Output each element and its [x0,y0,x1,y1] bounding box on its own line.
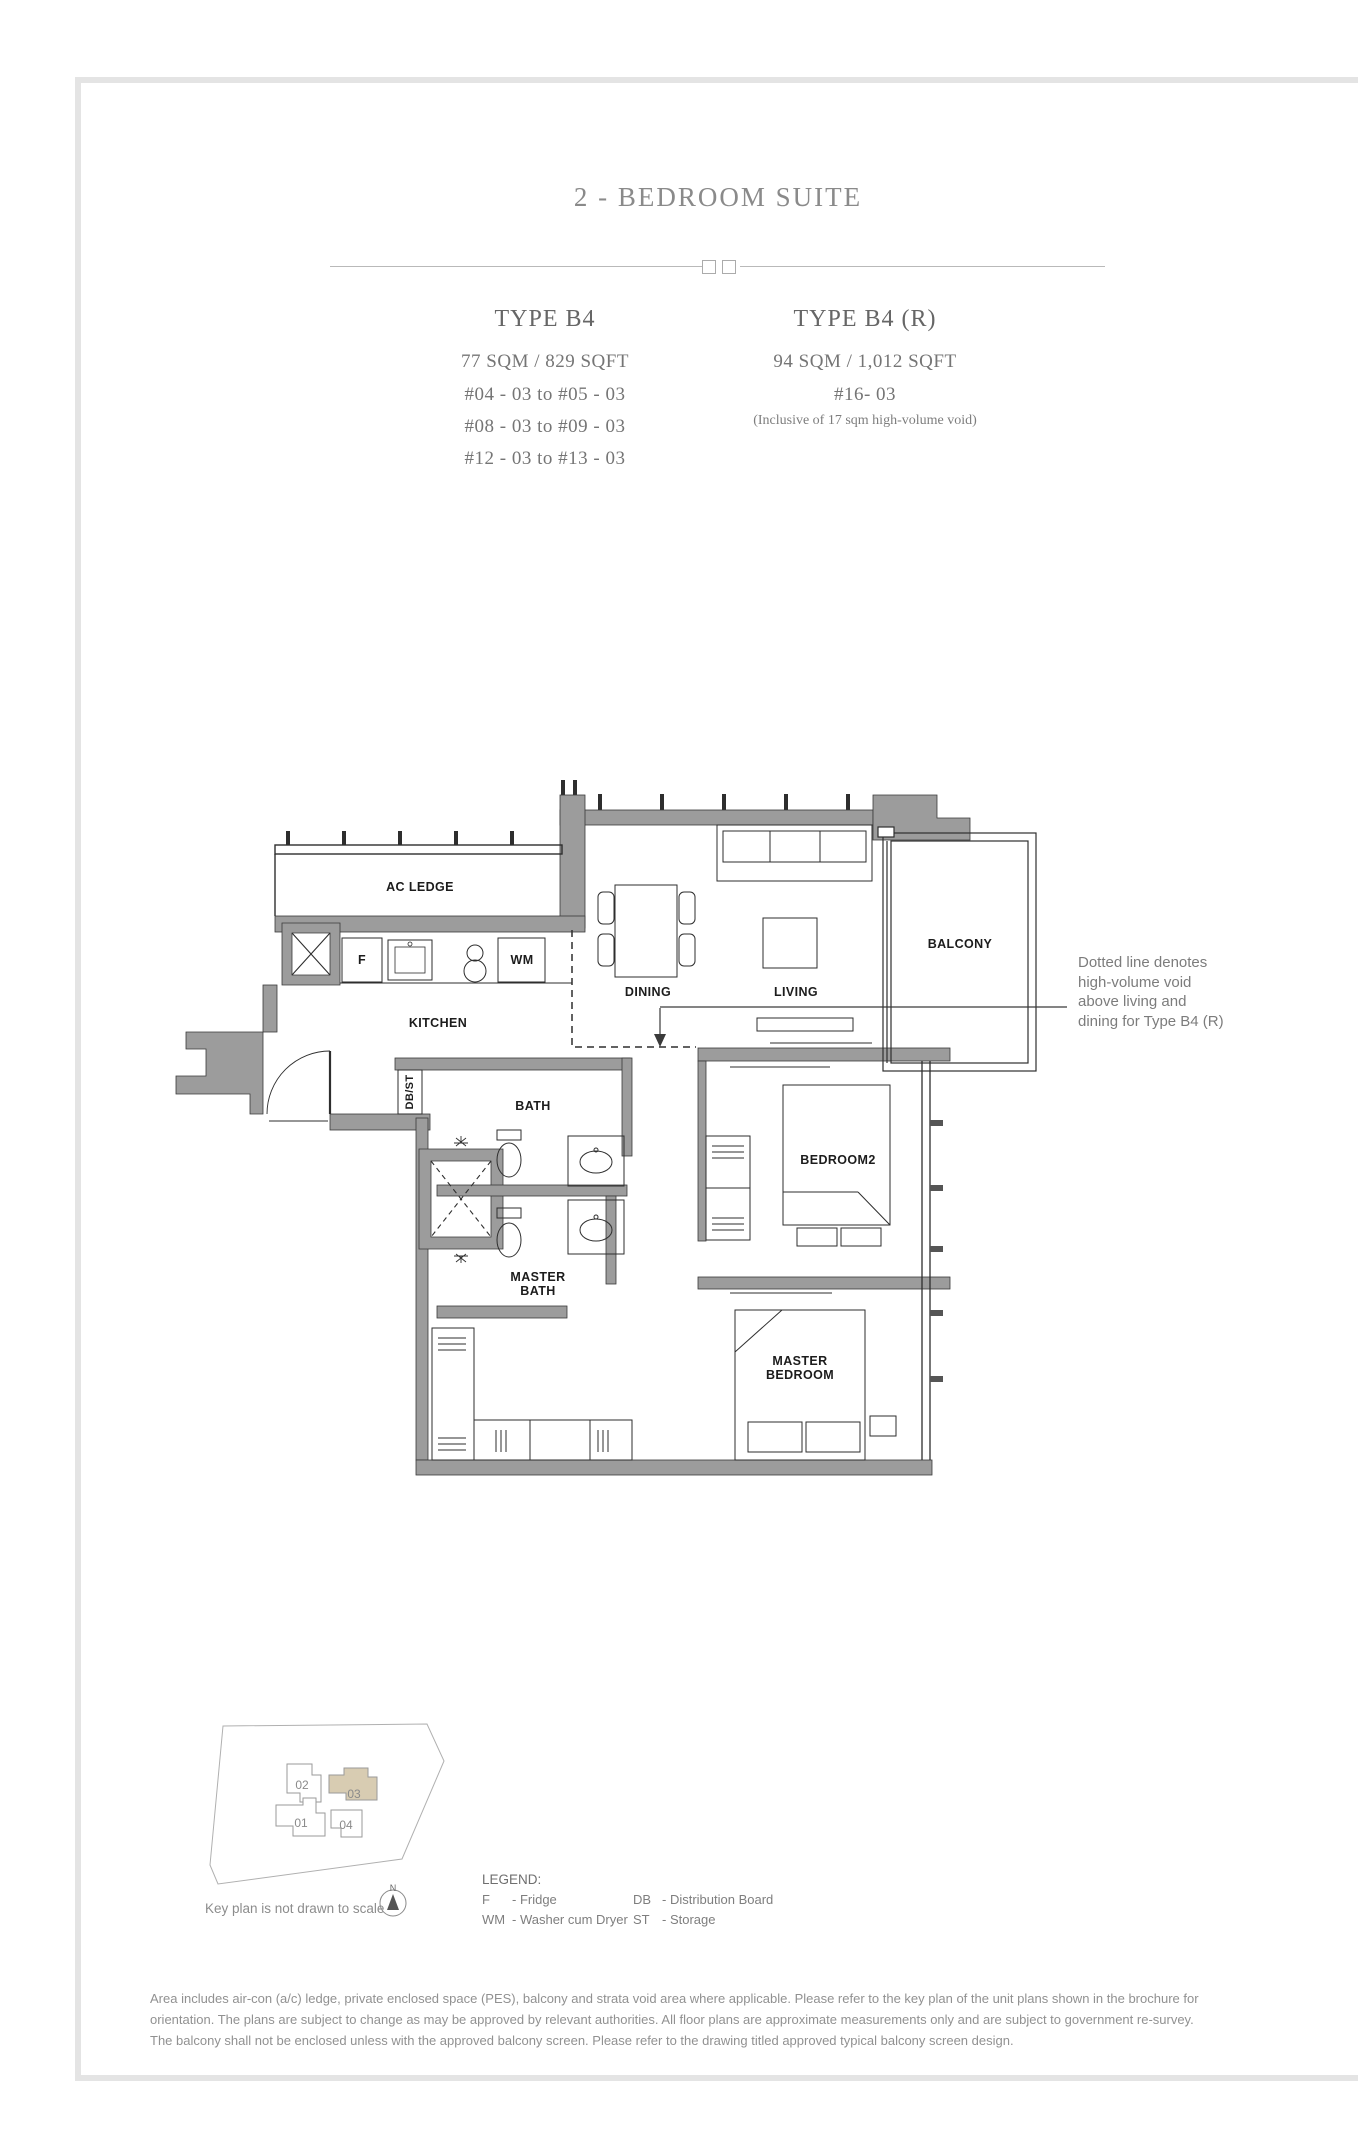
type-b4-column [395,306,695,470]
legend-abbr-f: F [482,1892,490,1907]
legend-desc-washer: - Washer cum Dryer [512,1912,628,1927]
type-b4r-area: 94 SQM / 1,012 SQFT [773,351,957,372]
key-plan-label-04: 04 [339,1818,353,1832]
type-b4r-note: (Inclusive of 17 sqm high-volume void) [753,413,977,428]
type-b4-units-1: #04 - 03 to #05 - 03 [464,384,626,405]
void-annotation: Dotted line denotes high-volume void above living and dining for Type B4 (R) [1078,954,1224,1030]
divider-square-icon [702,260,716,274]
legend-abbr-db: DB [633,1892,652,1907]
type-b4-name: TYPE B4 [494,306,596,332]
divider-line-right [740,266,1105,267]
fixture-label-washer: WM [510,953,534,967]
key-plan-label-02: 02 [295,1778,309,1792]
divider-line-left [330,266,702,267]
type-b4r-units-1: #16- 03 [833,384,897,405]
key-plan-caption: Key plan is not drawn to scale [205,1901,385,1916]
room-label-master-bath: MASTER BATH [510,1270,566,1298]
room-label-ac-ledge: AC LEDGE [386,880,454,894]
key-plan-label-01: 01 [294,1816,308,1830]
room-label-bath: BATH [515,1099,551,1113]
svg-text:N: N [389,1883,397,1893]
legend-abbr-st: ST [633,1912,650,1927]
legend-title: LEGEND: [482,1872,542,1887]
page-title: 2 - BEDROOM SUITE [573,182,863,212]
disclaimer-text: Area includes air-con (a/c) ledge, private enclosed space (PES), balcony and strata void area where applicable. Please refer to the key plan of the unit plans shown in the brochure for orientation. The plans are subject to change as may be approved by relevant authorities. All floor plans are approximate measurements only and are subject to government re-survey. The balcony shall not be enclosed unless with the approved balcony screen. Please refer to the drawing titled approved typical balcony screen design. [150,1991,1199,2048]
legend-abbr-wm: WM [482,1912,506,1927]
legend-desc-db: - Distribution Board [662,1892,774,1907]
fixture-label-fridge: F [357,953,367,967]
room-label-kitchen: KITCHEN [408,1016,468,1030]
floor-plan-drawing [170,540,1100,1485]
key-plan-label-03: 03 [347,1787,361,1801]
type-b4-area: 77 SQM / 829 SQFT [461,351,629,372]
type-b4-units-2: #08 - 03 to #09 - 03 [464,416,626,437]
room-label-master-bedroom: MASTER BEDROOM [765,1354,835,1382]
room-label-balcony: BALCONY [927,937,993,951]
type-b4-units-3: #12 - 03 to #13 - 03 [464,448,626,469]
type-b4r-column [715,306,1015,429]
room-label-dining: DINING [624,985,672,999]
room-label-living: LIVING [773,985,819,999]
room-label-bedroom2: BEDROOM2 [800,1153,876,1167]
legend-desc-fridge: - Fridge [512,1892,557,1907]
divider-square-icon [722,260,736,274]
room-label-db-st: DB/ST [404,1074,416,1110]
legend-desc-st: - Storage [662,1912,716,1927]
type-b4r-name: TYPE B4 (R) [793,306,937,332]
floor-plan [170,540,1100,1485]
